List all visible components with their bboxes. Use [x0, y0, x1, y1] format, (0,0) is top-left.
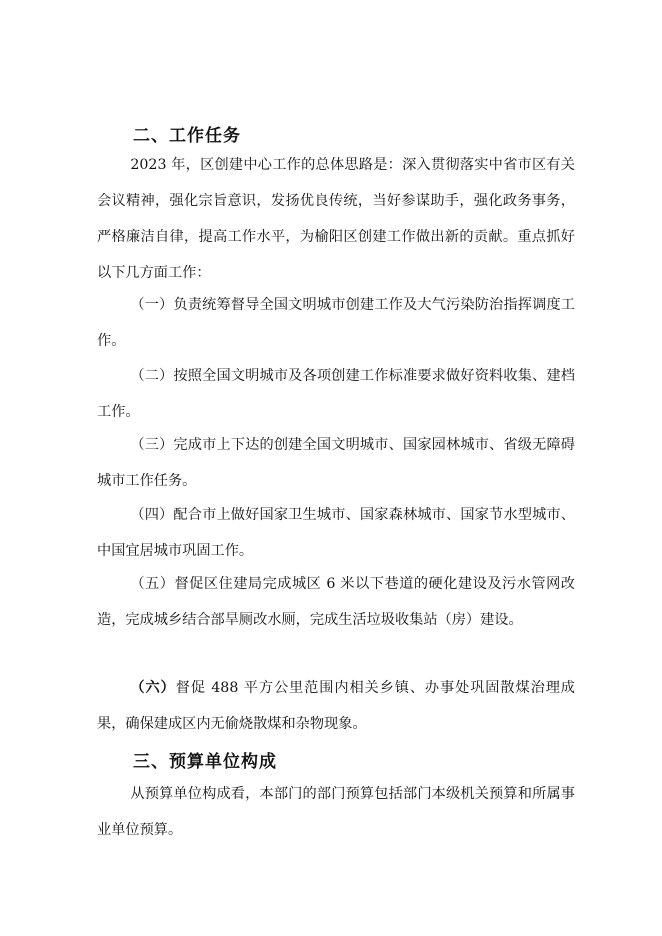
- task-item-2: [97, 358, 575, 430]
- task-item-1: [97, 287, 575, 359]
- task-item-1-text: 负责统筹督导全国文明城市创建工作及大气污染防治指挥调度工作。: [97, 297, 575, 349]
- task-item-3-number: （三）: [130, 437, 174, 453]
- section-heading-budget-units: 三、预算单位构成: [133, 752, 277, 772]
- task-item-4-number: （四）: [130, 507, 174, 523]
- task-item-2-number: （二）: [130, 368, 174, 384]
- task-item-4: [97, 497, 575, 569]
- task-item-3: [97, 427, 575, 499]
- task-item-6-number: （六）: [130, 680, 176, 696]
- task-item-4-text: 配合市上做好国家卫生城市、国家森林城市、国家节水型城市、中国宜居城市巩固工作。: [97, 507, 575, 559]
- task-item-5: [97, 566, 575, 638]
- task-item-6-text: 督促 488 平方公里范围内相关乡镇、办事处巩固散煤治理成果，确保建成区内无偷烧散煤和杂物现象。: [97, 680, 575, 732]
- task-item-2-text: 按照全国文明城市及各项创建工作标准要求做好资料收集、建档工作。: [97, 368, 575, 420]
- budget-paragraph: 从预算单位构成看，本部门的部门预算包括部门本级机关预算和所属事业单位预算。: [97, 786, 575, 838]
- intro-paragraph: 2023 年，区创建中心工作的总体思路是：深入贯彻落实中省市区有关会议精神，强化宗旨意识，发扬优良传统，当好参谋助手，强化政务事务，严格廉洁自律，提高工作水平，为榆阳区创建工作做出新的贡献。重点抓好以下几方面工作：: [97, 157, 575, 281]
- section-heading-work-tasks: 二、工作任务: [133, 126, 241, 146]
- task-item-1-number: （一）: [130, 297, 174, 313]
- task-item-3-text: 完成市上下达的创建全国文明城市、国家园林城市、省级无障碍城市工作任务。: [97, 437, 575, 489]
- task-item-6: [97, 670, 575, 742]
- task-item-5-number: （五）: [130, 576, 175, 592]
- task-item-5-text: 督促区住建局完成城区 6 米以下巷道的硬化建设及污水管网改造，完成城乡结合部旱厕改水厕，完成生活垃圾收集站（房）建设。: [97, 576, 575, 628]
